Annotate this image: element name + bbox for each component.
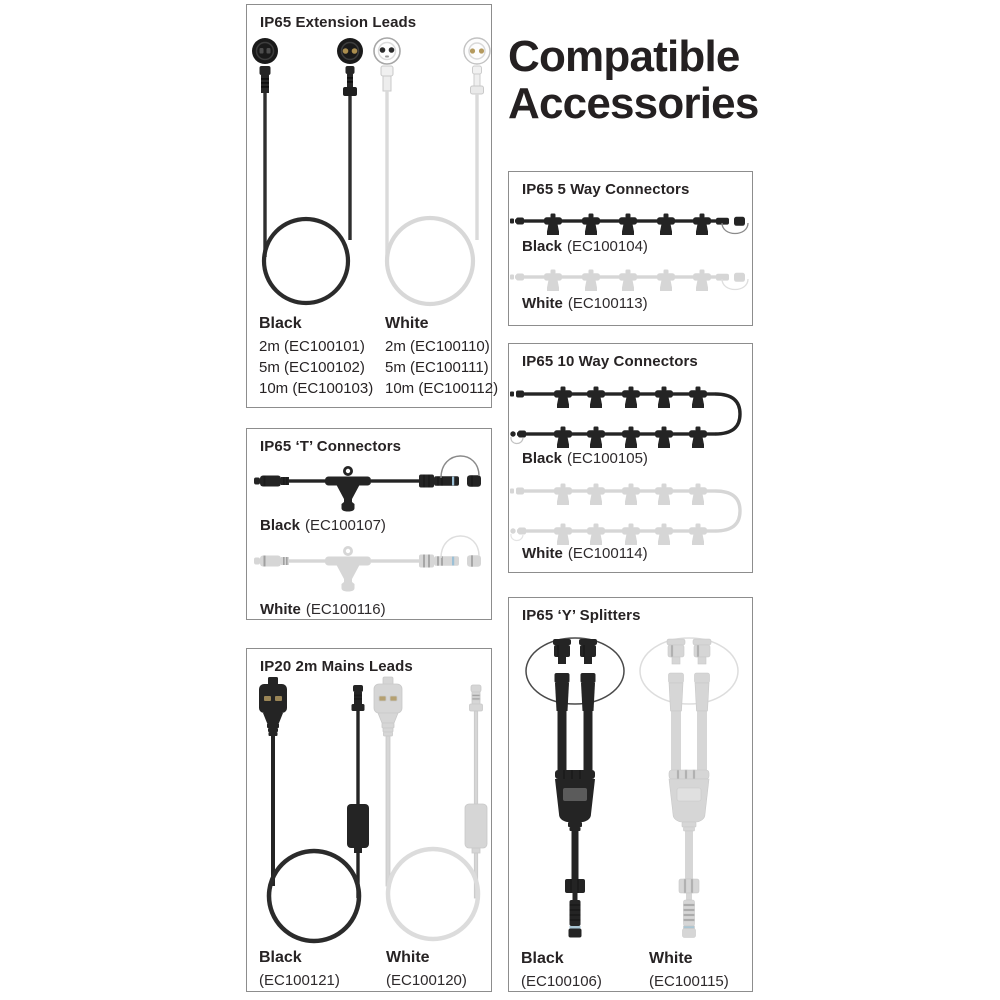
black-extension-lead: [252, 38, 363, 303]
black-label: Black: [259, 315, 302, 332]
box-mains-leads: [246, 648, 492, 992]
code-item: 10m (EC100112): [385, 380, 499, 397]
white-label: White: [260, 601, 301, 618]
code-item: 10m (EC100103): [259, 380, 374, 397]
black-mains-lead: [259, 677, 369, 941]
t-connector-white-product: [254, 536, 481, 592]
t-connector-black-product: [254, 456, 481, 512]
ten-way-white-product: [510, 484, 740, 546]
y-splitters-illustration: [509, 598, 752, 991]
code-item: 5m (EC100111): [385, 359, 489, 376]
product-code: (EC100114): [567, 545, 648, 562]
product-code: (EC100106): [521, 973, 602, 990]
product-code: (EC100121): [259, 972, 340, 989]
five-way-black-product: [510, 214, 748, 236]
extension-black-codes: [259, 315, 379, 399]
box-ten-way-connectors: [508, 343, 753, 573]
ten-way-black-product: [510, 387, 740, 449]
extension-white-codes: [385, 315, 505, 399]
black-y-splitter: [526, 638, 624, 938]
box-t-connectors: [246, 428, 492, 620]
box-title-t-connectors: IP65 ‘T’ Connectors: [260, 438, 402, 455]
box-title-extension-leads: IP65 Extension Leads: [260, 14, 417, 31]
code-item: 2m (EC100101): [259, 338, 365, 355]
white-label: White: [386, 949, 430, 966]
mains-black-code: [259, 949, 340, 989]
black-label: Black: [259, 949, 302, 966]
t-connector-black-code: [260, 517, 386, 534]
white-label: White: [385, 315, 429, 332]
box-title-mains-leads: IP20 2m Mains Leads: [260, 658, 413, 675]
white-y-splitter: [640, 638, 738, 938]
box-title-five-way: IP65 5 Way Connectors: [522, 181, 690, 198]
ten-way-white-code: [522, 545, 648, 562]
box-title-ten-way: IP65 10 Way Connectors: [522, 353, 698, 370]
product-code: (EC100113): [567, 295, 648, 312]
mains-leads-illustration: [247, 649, 491, 991]
white-label: White: [649, 950, 693, 967]
black-label: Black: [522, 238, 563, 255]
black-label: Black: [522, 450, 563, 467]
product-code: (EC100120): [386, 972, 467, 989]
page-title: [508, 34, 759, 127]
page-title-line2: Accessories: [508, 78, 759, 128]
t-connector-white-code: [260, 601, 386, 618]
code-item: 5m (EC100102): [259, 359, 365, 376]
box-y-splitters: [508, 597, 753, 992]
box-title-y-splitters: IP65 ‘Y’ Splitters: [522, 607, 641, 624]
box-five-way-connectors: [508, 171, 753, 326]
white-label: White: [522, 295, 563, 312]
black-label: Black: [521, 950, 564, 967]
white-mains-lead: [374, 677, 487, 939]
code-item: 2m (EC100110): [385, 338, 490, 355]
y-splitter-black-code: [521, 950, 602, 990]
five-way-white-code: [522, 295, 648, 312]
mains-white-code: [386, 949, 467, 989]
page-title-line1: Compatible: [508, 32, 740, 81]
product-code: (EC100104): [567, 238, 648, 255]
ten-way-black-code: [522, 450, 648, 467]
box-extension-leads: [246, 4, 499, 408]
product-code: (EC100107): [305, 517, 386, 534]
white-label: White: [522, 545, 563, 562]
product-code: (EC100116): [305, 601, 386, 618]
black-label: Black: [260, 517, 301, 534]
product-code: (EC100115): [649, 973, 729, 990]
y-splitter-white-code: [649, 950, 729, 990]
white-extension-lead: [374, 38, 490, 304]
five-way-black-code: [522, 238, 648, 255]
five-way-white-product: [510, 270, 748, 292]
product-code: (EC100105): [567, 450, 648, 467]
